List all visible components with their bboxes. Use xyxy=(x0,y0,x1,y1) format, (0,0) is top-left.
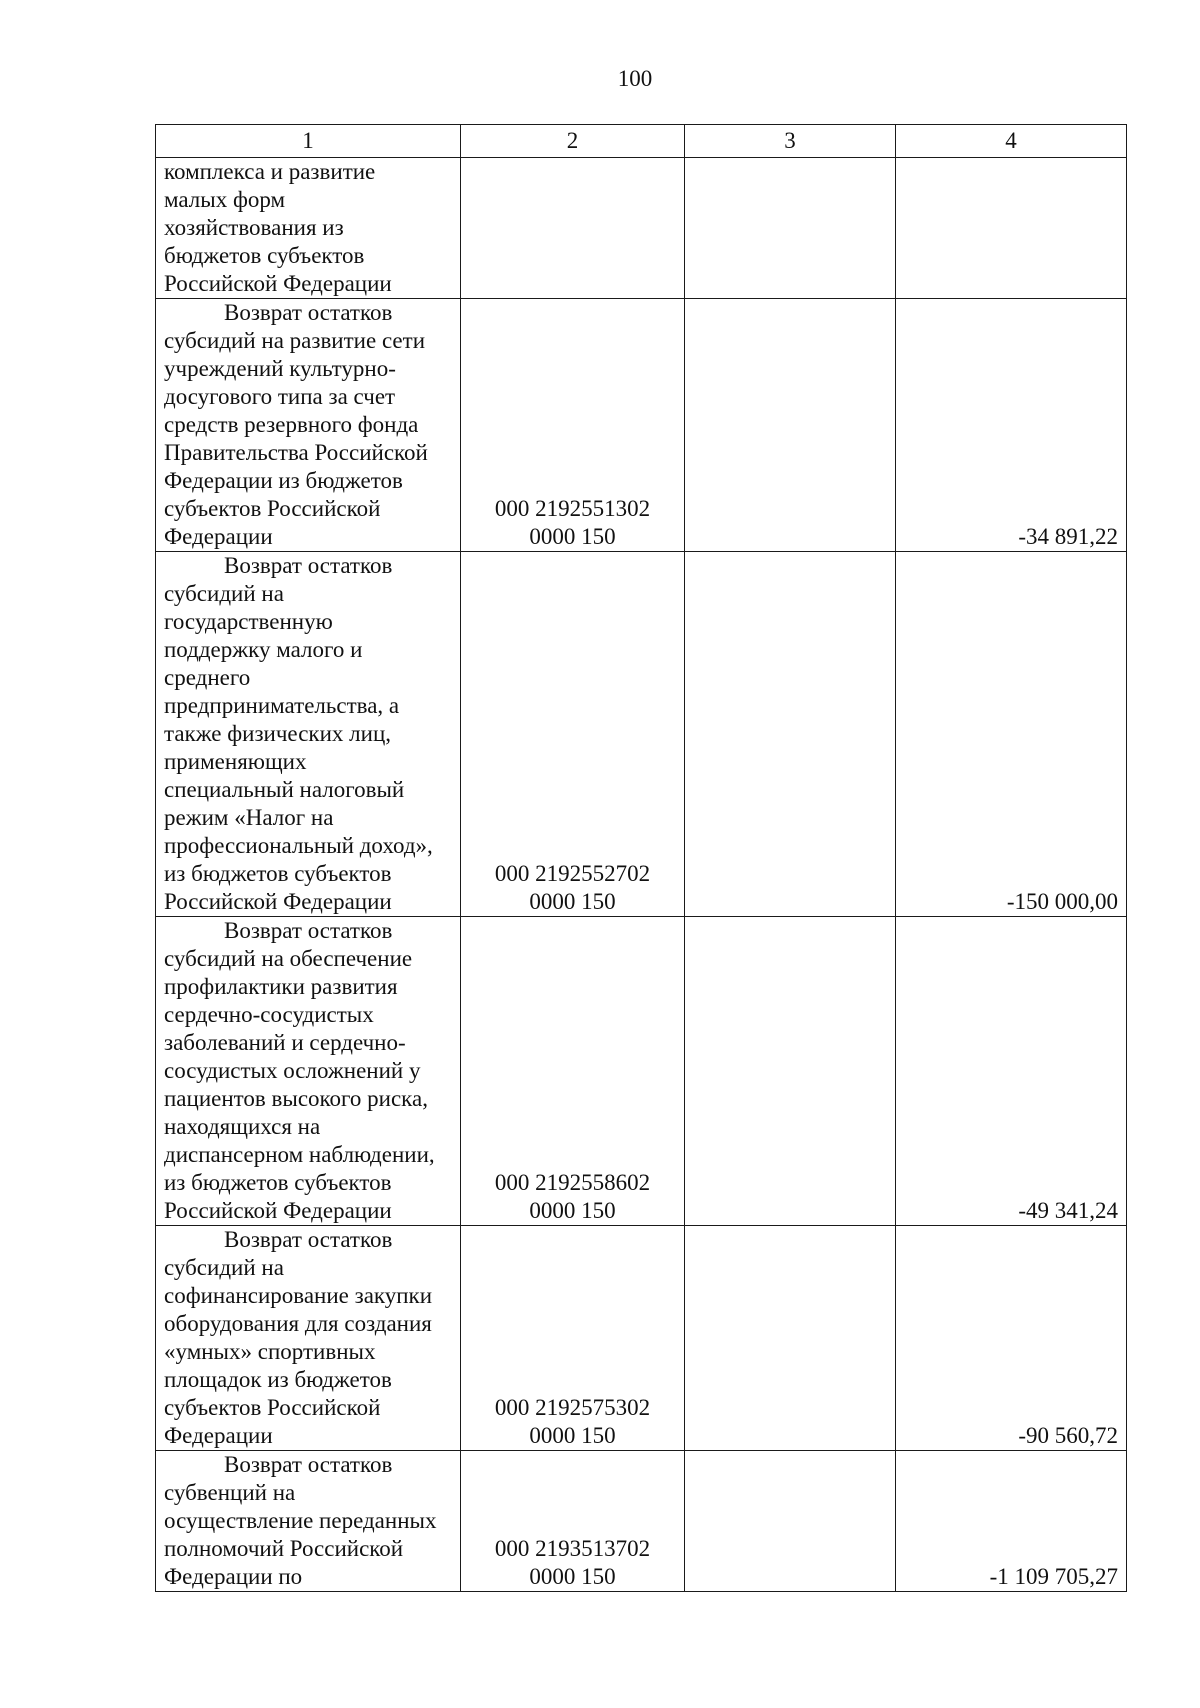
description-line: Возврат остатков xyxy=(224,553,393,578)
row-amount: -49 341,24 xyxy=(896,917,1127,1226)
row-amount: -150 000,00 xyxy=(896,552,1127,917)
description-line: Федерации xyxy=(164,524,273,549)
row-col3 xyxy=(685,1451,896,1592)
row-col3 xyxy=(685,1226,896,1451)
description-line: Федерации xyxy=(164,1423,273,1448)
row-description xyxy=(156,1226,461,1451)
description-line: субвенций на xyxy=(164,1480,296,1505)
column-header-1: 1 xyxy=(156,125,461,158)
row-description xyxy=(156,917,461,1226)
table-row xyxy=(156,552,1127,917)
description-line: предпринимательства, а xyxy=(164,693,400,718)
description-line: профессиональный доход», xyxy=(164,833,433,858)
row-col3 xyxy=(685,299,896,552)
description-line: среднего xyxy=(164,665,251,690)
row-col3 xyxy=(685,158,896,299)
description-line: субъектов Российской xyxy=(164,496,381,521)
description-line: Возврат остатков xyxy=(224,1227,393,1252)
description-line: находящихся на xyxy=(164,1114,321,1139)
description-line: малых форм xyxy=(164,187,286,212)
description-line: сердечно-сосудистых xyxy=(164,1002,374,1027)
code-line: 000 2192558602 xyxy=(494,1170,651,1195)
code-line: 000 2192551302 xyxy=(494,496,651,521)
code-line: 0000 150 xyxy=(529,889,616,914)
description-line: субсидий на xyxy=(164,1255,284,1280)
description-line: Российской Федерации xyxy=(164,889,392,914)
description-line: «умных» спортивных xyxy=(164,1339,376,1364)
description-line: субсидий на xyxy=(164,581,284,606)
description-line: также физических лиц, xyxy=(164,721,392,746)
row-code xyxy=(461,917,685,1226)
description-line: Российской Федерации xyxy=(164,1198,392,1223)
row-col3 xyxy=(685,917,896,1226)
code-line: 000 2192575302 xyxy=(494,1395,651,1420)
description-line: сосудистых осложнений у xyxy=(164,1058,421,1083)
column-header-4: 4 xyxy=(896,125,1127,158)
table-row xyxy=(156,299,1127,552)
description-line: пациентов высокого риска, xyxy=(164,1086,428,1111)
description-line: профилактики развития xyxy=(164,974,398,999)
description-line: специальный налоговый xyxy=(164,777,405,802)
table-row xyxy=(156,1451,1127,1592)
description-line: осуществление переданных xyxy=(164,1508,437,1533)
description-line: площадок из бюджетов xyxy=(164,1367,392,1392)
description-line: учреждений культурно- xyxy=(164,356,396,381)
description-line: комплекса и развитие xyxy=(164,159,376,184)
code-line: 0000 150 xyxy=(529,1198,616,1223)
description-line: Возврат остатков xyxy=(224,918,393,943)
description-line: субсидий на развитие сети xyxy=(164,328,425,353)
description-line: оборудования для создания xyxy=(164,1311,432,1336)
row-code xyxy=(461,158,685,299)
column-header-3: 3 xyxy=(685,125,896,158)
code-line: 000 2192552702 xyxy=(494,861,651,886)
table-row xyxy=(156,1226,1127,1451)
row-col3 xyxy=(685,552,896,917)
table-header-row xyxy=(156,125,1127,158)
row-amount: -34 891,22 xyxy=(896,299,1127,552)
description-line: из бюджетов субъектов xyxy=(164,1170,392,1195)
row-description xyxy=(156,299,461,552)
budget-table xyxy=(155,124,1127,1592)
description-line: Федерации по xyxy=(164,1564,303,1589)
description-line: Возврат остатков xyxy=(224,300,393,325)
code-line: 0000 150 xyxy=(529,524,616,549)
row-description xyxy=(156,158,461,299)
table-row xyxy=(156,158,1127,299)
row-amount: -90 560,72 xyxy=(896,1226,1127,1451)
description-line: хозяйствования из xyxy=(164,215,344,240)
description-line: диспансерном наблюдении, xyxy=(164,1142,435,1167)
description-line: Федерации из бюджетов xyxy=(164,468,403,493)
row-code xyxy=(461,552,685,917)
description-line: применяющих xyxy=(164,749,307,774)
description-line: Российской Федерации xyxy=(164,271,392,296)
description-line: субсидий на обеспечение xyxy=(164,946,413,971)
description-line: Возврат остатков xyxy=(224,1452,393,1477)
code-line: 0000 150 xyxy=(529,1564,616,1589)
description-line: софинансирование закупки xyxy=(164,1283,433,1308)
row-amount xyxy=(896,158,1127,299)
description-line: режим «Налог на xyxy=(164,805,334,830)
row-code xyxy=(461,299,685,552)
description-line: субъектов Российской xyxy=(164,1395,381,1420)
description-line: бюджетов субъектов xyxy=(164,243,365,268)
description-line: Правительства Российской xyxy=(164,440,428,465)
description-line: поддержку малого и xyxy=(164,637,363,662)
row-description xyxy=(156,552,461,917)
row-description xyxy=(156,1451,461,1592)
column-header-2: 2 xyxy=(461,125,685,158)
row-amount: -1 109 705,27 xyxy=(896,1451,1127,1592)
row-code xyxy=(461,1226,685,1451)
page-number: 100 xyxy=(617,66,653,91)
code-line: 000 2193513702 xyxy=(494,1536,651,1561)
code-line: 0000 150 xyxy=(529,1423,616,1448)
description-line: средств резервного фонда xyxy=(164,412,419,437)
table-row xyxy=(156,917,1127,1226)
description-line: досугового типа за счет xyxy=(164,384,396,409)
table-body xyxy=(156,158,1127,1592)
description-line: полномочий Российской xyxy=(164,1536,404,1561)
description-line: из бюджетов субъектов xyxy=(164,861,392,886)
description-line: заболеваний и сердечно- xyxy=(164,1030,406,1055)
row-code xyxy=(461,1451,685,1592)
description-line: государственную xyxy=(164,609,333,634)
